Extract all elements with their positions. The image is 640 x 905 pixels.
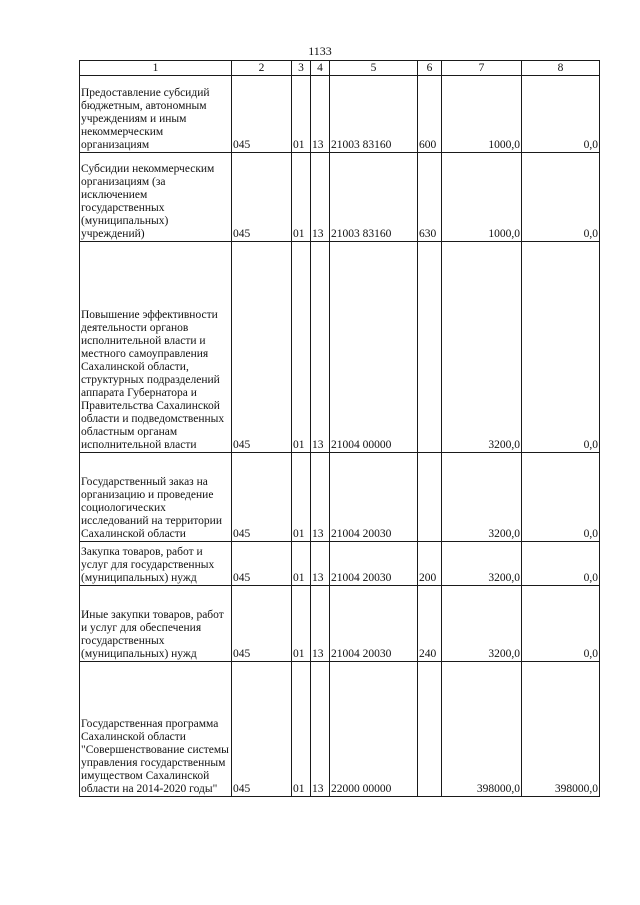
row-subsection-cell: 13 (311, 586, 330, 662)
row-section-cell: 01 (292, 453, 311, 542)
budget-table (79, 60, 600, 797)
row-amount2-cell: 0,0 (522, 76, 600, 153)
row-amount2-cell: 0,0 (522, 242, 600, 453)
row-amount-cell: 3200,0 (442, 453, 522, 542)
row-name-cell: Предоставление субсидий бюджетным, автономным учреждениям и иным некоммерческим организациям (80, 76, 232, 153)
column-header: 3 (292, 61, 311, 76)
row-amount2-cell: 0,0 (522, 542, 600, 586)
row-section-cell: 01 (292, 542, 311, 586)
row-amount-cell: 3200,0 (442, 586, 522, 662)
table-row (80, 453, 600, 542)
row-target-cell: 21004 00000 (330, 242, 418, 453)
row-type-cell: 630 (418, 153, 442, 242)
row-code-cell: 045 (232, 76, 292, 153)
row-subsection-cell: 13 (311, 662, 330, 797)
column-header: 5 (330, 61, 418, 76)
row-section-cell: 01 (292, 153, 311, 242)
row-type-cell: 200 (418, 542, 442, 586)
row-target-cell: 21004 20030 (330, 453, 418, 542)
row-name-cell: Закупка товаров, работ и услуг для государственных (муниципальных) нужд (80, 542, 232, 586)
table-row (80, 586, 600, 662)
row-name-cell: Государственный заказ на организацию и проведение социологических исследований на территории Сахалинской области (80, 453, 232, 542)
row-subsection-cell: 13 (311, 76, 330, 153)
row-section-cell: 01 (292, 242, 311, 453)
column-header: 6 (418, 61, 442, 76)
row-type-cell: 600 (418, 76, 442, 153)
row-target-cell: 21004 20030 (330, 586, 418, 662)
column-header: 1 (80, 61, 232, 76)
table-header-row (80, 61, 600, 76)
row-code-cell: 045 (232, 542, 292, 586)
row-section-cell: 01 (292, 76, 311, 153)
row-amount-cell: 398000,0 (442, 662, 522, 797)
row-subsection-cell: 13 (311, 242, 330, 453)
row-subsection-cell: 13 (311, 453, 330, 542)
row-target-cell: 22000 00000 (330, 662, 418, 797)
column-header: 7 (442, 61, 522, 76)
row-type-cell (418, 453, 442, 542)
table-row (80, 153, 600, 242)
row-amount2-cell: 398000,0 (522, 662, 600, 797)
row-amount-cell: 1000,0 (442, 153, 522, 242)
column-header: 4 (311, 61, 330, 76)
row-section-cell: 01 (292, 662, 311, 797)
row-code-cell: 045 (232, 242, 292, 453)
row-name-cell: Повышение эффективности деятельности органов исполнительной власти и местного самоуправления Сахалинской области, структурных подразделений аппарата Губернатора и Правительства Сахалинской области и подведомственных областным органам исполнительной власти (80, 242, 232, 453)
row-target-cell: 21003 83160 (330, 153, 418, 242)
column-header: 8 (522, 61, 600, 76)
row-amount-cell: 1000,0 (442, 76, 522, 153)
row-amount2-cell: 0,0 (522, 153, 600, 242)
table-row (80, 542, 600, 586)
row-name-cell: Иные закупки товаров, работ и услуг для обеспечения государственных (муниципальных) нужд (80, 586, 232, 662)
row-type-cell: 240 (418, 586, 442, 662)
row-code-cell: 045 (232, 453, 292, 542)
table-row (80, 242, 600, 453)
row-subsection-cell: 13 (311, 153, 330, 242)
row-subsection-cell: 13 (311, 542, 330, 586)
row-type-cell (418, 662, 442, 797)
row-target-cell: 21004 20030 (330, 542, 418, 586)
page-number: 1133 (308, 44, 332, 58)
row-code-cell: 045 (232, 153, 292, 242)
row-amount-cell: 3200,0 (442, 542, 522, 586)
row-code-cell: 045 (232, 586, 292, 662)
row-section-cell: 01 (292, 586, 311, 662)
row-amount2-cell: 0,0 (522, 586, 600, 662)
table-row (80, 76, 600, 153)
row-amount-cell: 3200,0 (442, 242, 522, 453)
row-name-cell: Субсидии некоммерческим организациям (за исключением государственных (муниципальных) учреждений) (80, 153, 232, 242)
row-target-cell: 21003 83160 (330, 76, 418, 153)
row-code-cell: 045 (232, 662, 292, 797)
column-header: 2 (232, 61, 292, 76)
row-type-cell (418, 242, 442, 453)
row-amount2-cell: 0,0 (522, 453, 600, 542)
row-name-cell: Государственная программа Сахалинской области "Совершенствование системы управления государственным имуществом Сахалинской области на 2014-2020 годы" (80, 662, 232, 797)
table-row (80, 662, 600, 797)
